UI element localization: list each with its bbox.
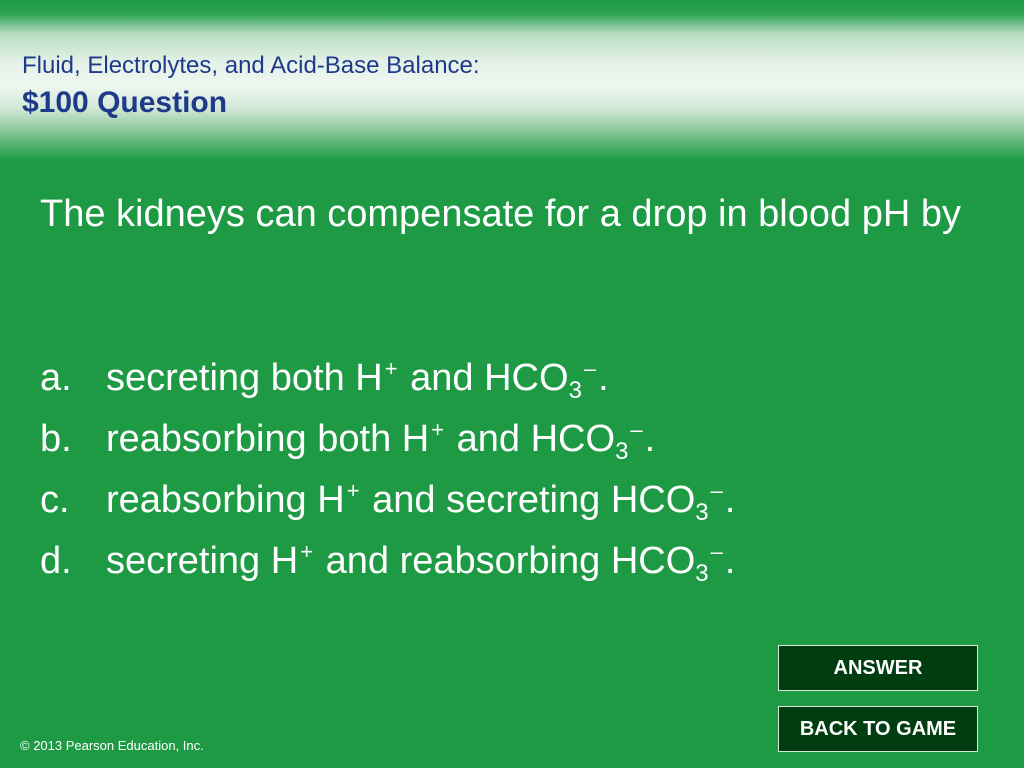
option-prefix: reabsorbing both xyxy=(106,418,402,460)
option-letter: d. xyxy=(40,540,72,582)
ion-cation-charge: + xyxy=(346,478,360,503)
ion-anion-charge: – xyxy=(710,478,723,503)
ion-anion-charge: – xyxy=(710,539,723,564)
option-prefix: reabsorbing xyxy=(106,479,318,521)
ion-cation-charge: + xyxy=(300,539,314,564)
ion-cation: H xyxy=(401,418,430,460)
option-middle: and xyxy=(399,357,485,399)
ion-anion-subscript: 3 xyxy=(568,377,582,404)
ion-cation: H xyxy=(355,357,383,399)
ion-cation-charge: + xyxy=(431,417,445,442)
ion-anion-charge: – xyxy=(630,417,643,442)
back-to-game-button[interactable]: BACK TO GAME xyxy=(778,706,978,752)
option-letter: c. xyxy=(40,479,70,521)
ion-anion-subscript: 3 xyxy=(695,499,709,526)
answer-options xyxy=(40,352,990,596)
ion-anion: HCO xyxy=(610,479,696,521)
answer-button[interactable]: ANSWER xyxy=(778,645,978,691)
answer-option-c xyxy=(40,474,990,535)
answer-option-b xyxy=(40,413,990,474)
ion-anion-charge: – xyxy=(583,356,597,381)
option-prefix: secreting xyxy=(106,540,271,582)
option-letter: a. xyxy=(40,357,72,399)
ion-cation-charge: + xyxy=(384,356,398,381)
ion-anion: HCO xyxy=(484,357,569,399)
question-value-title: $100 Question xyxy=(22,86,228,119)
option-middle: and secreting xyxy=(361,479,611,521)
ion-anion-subscript: 3 xyxy=(695,560,709,587)
category-title: Fluid, Electrolytes, and Acid-Base Balance: xyxy=(22,52,480,79)
option-letter: b. xyxy=(40,418,72,460)
ion-cation: H xyxy=(270,540,299,582)
copyright-notice: © 2013 Pearson Education, Inc. xyxy=(20,738,204,753)
option-prefix: secreting both xyxy=(106,357,356,399)
option-suffix: . xyxy=(724,540,736,582)
question-text: The kidneys can compensate for a drop in blood pH by xyxy=(40,193,961,235)
answer-option-d xyxy=(40,535,990,596)
ion-anion: HCO xyxy=(530,418,616,460)
option-suffix: . xyxy=(598,357,609,399)
option-middle: and reabsorbing xyxy=(315,540,611,582)
header-banner xyxy=(0,0,1024,160)
option-middle: and xyxy=(446,418,531,460)
ion-anion-subscript: 3 xyxy=(615,438,629,465)
ion-anion: HCO xyxy=(610,540,696,582)
answer-option-a xyxy=(40,352,990,413)
option-suffix: . xyxy=(724,479,736,521)
option-suffix: . xyxy=(644,418,656,460)
ion-cation: H xyxy=(317,479,345,521)
